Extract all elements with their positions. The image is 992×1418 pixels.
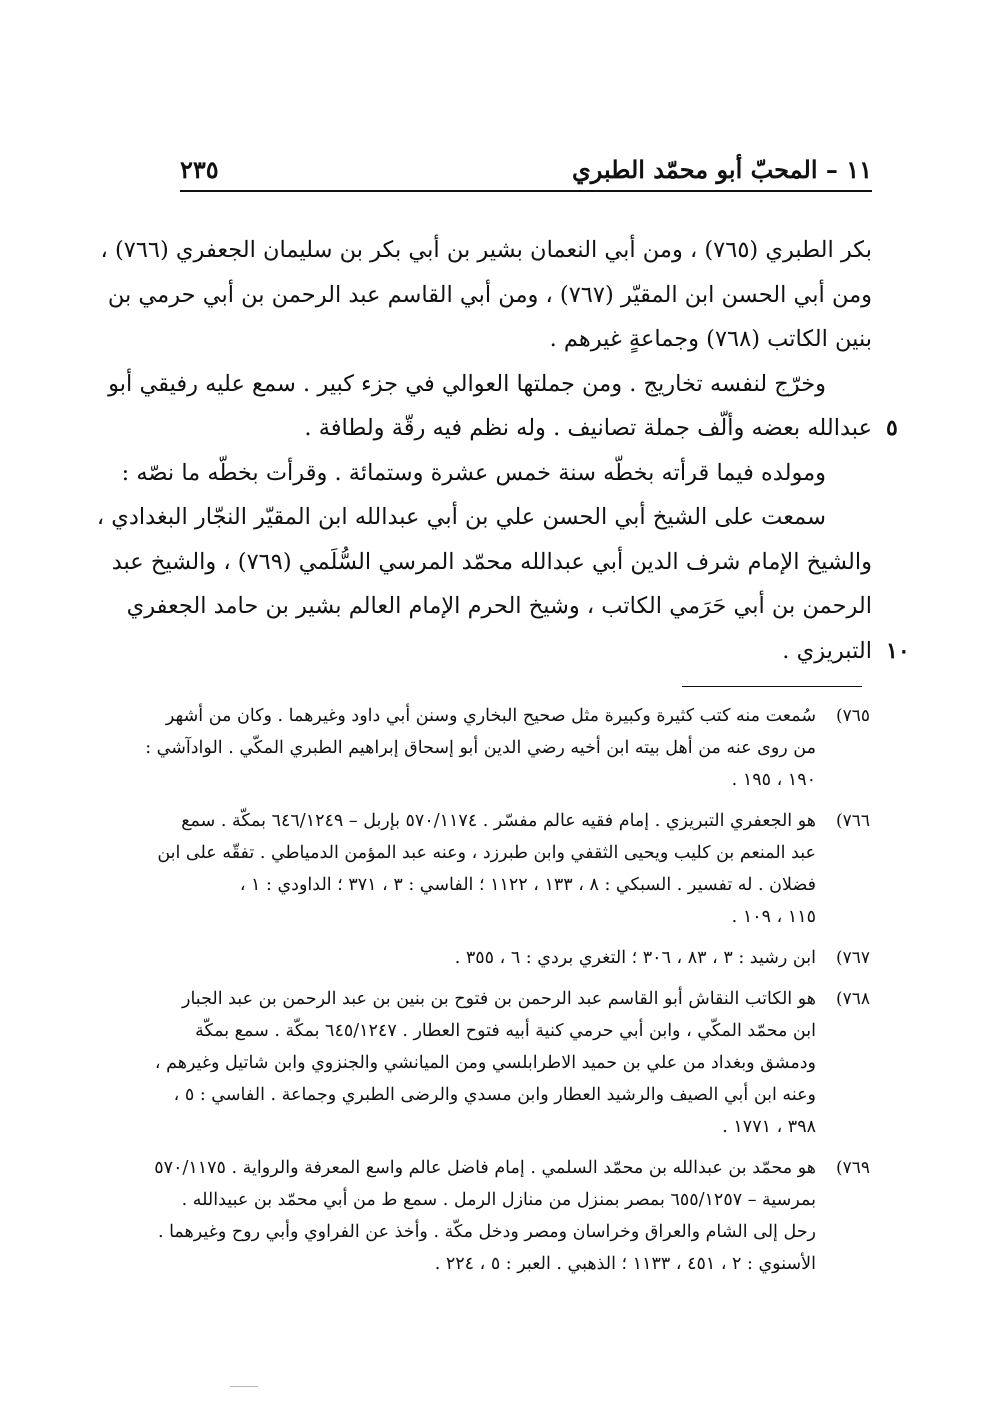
footnote-number: ٧٦٧) bbox=[835, 948, 870, 968]
printer-mark bbox=[230, 1386, 258, 1387]
page-number: ٢٣٥ bbox=[180, 155, 219, 184]
footnote-number: ٧٦٦) bbox=[835, 811, 870, 831]
text-line bbox=[107, 273, 872, 318]
header-rule bbox=[180, 190, 872, 192]
footnote bbox=[154, 983, 870, 1143]
text-line bbox=[96, 495, 872, 540]
line-text: بنين الكاتب (٧٦٨) وجماعةٍ غيرهم . bbox=[549, 326, 872, 352]
footnote-line: هو الجعفري التبريزي . إمام فقيه عالم مفسّر . ٥٧٠/١١٧٤ بإربل – ٦٤٦/١٢٤٩ بمكّة . سمع bbox=[181, 811, 816, 831]
footnotes bbox=[145, 700, 870, 1289]
footnote-line: هو الكاتب النقاش أبو القاسم عبد الرحمن بن فتوح بن بنين بن عبد الرحمن بن عبد الجبار bbox=[182, 989, 816, 1009]
footnote-line: ٣٩٨ ، ١٧٧١ . bbox=[722, 1117, 816, 1137]
footnote-line: من روى عنه من أهل بيته ابن أخيه رضي الدين أبو إسحاق إبراهيم الطبري المكّي . الوادآشي : bbox=[145, 738, 816, 758]
footnote bbox=[190, 942, 870, 974]
footnote-line: بمرسية – ٦٥٥/١٢٥٧ بمصر بمنزل من منازل الرمل . سمع ط من أبي محمّد بن عبيدالله . bbox=[181, 1190, 816, 1210]
text-line bbox=[180, 629, 910, 674]
footnote-line: ودمشق وبغداد من علي بن حميد الاطرابلسي ومن الميانشي والجنزوي وابن شاتيل وغيرهم ، bbox=[154, 1053, 816, 1073]
line-number: ١٠ bbox=[886, 637, 910, 664]
line-text: الرحمن بن أبي حَرَمي الكاتب ، وشيخ الحرم الإمام العالم بشير بن حامد الجعفري bbox=[126, 593, 872, 619]
line-text: سمعت على الشيخ أبي الحسن علي بن أبي عبدالله ابن المقيّر النجّار البغدادي ، bbox=[96, 504, 826, 530]
footnote-number: ٧٦٥) bbox=[835, 706, 870, 726]
footnote bbox=[154, 1152, 870, 1280]
text-line bbox=[180, 406, 898, 451]
text-line bbox=[108, 362, 872, 407]
text-line bbox=[180, 317, 872, 362]
line-text: بكر الطبري (٧٦٥) ، ومن أبي النعمان بشير بن أبي بكر بن سليمان الجعفري (٧٦٦) ، bbox=[100, 237, 872, 263]
footnote-line: هو محمّد بن عبدالله بن محمّد السلمي . إمام فاضل عالم واسع المعرفة والرواية . ٥٧٠/١١٧٥ bbox=[154, 1158, 816, 1178]
text-line bbox=[111, 540, 872, 585]
line-text: والشيخ الإمام شرف الدين أبي عبدالله محمّد المرسي السُّلَمي (٧٦٩) ، والشيخ عبد bbox=[111, 548, 872, 575]
footnote-line: فضلان . له تفسير . السبكي : ٨ ، ١٣٣ ، ١١٢٢ ؛ الفاسي : ٣ ، ٣٧١ ؛ الداودي : ١ ، bbox=[239, 875, 816, 895]
running-title: ١١ – المحبّ أبو محمّد الطبري bbox=[572, 155, 872, 184]
page-header bbox=[180, 155, 872, 185]
footnote-line: الأسنوي : ٢ ، ٤٥١ ، ١١٣٣ ؛ الذهبي . العبر : ٥ ، ٢٢٤ . bbox=[434, 1254, 816, 1274]
footnote-number: ٧٦٩) bbox=[835, 1158, 870, 1178]
footnote bbox=[157, 805, 870, 933]
footnote-line: رحل إلى الشام والعراق وخراسان ومصر ودخل مكّة . وأخذ عن الفراوي وأبي روح وغيرهما . bbox=[157, 1222, 816, 1242]
footnote-line: وعنه ابن أبي الصيف والرشيد العطار وابن مسدي والرضى الطبري وجماعة . الفاسي : ٥ ، bbox=[173, 1085, 816, 1105]
line-number: ٥ bbox=[886, 415, 898, 441]
footnote bbox=[145, 700, 870, 796]
text-line bbox=[100, 228, 872, 273]
line-text: التبريزي . bbox=[782, 637, 872, 664]
footnote-line: ١٩٠ ، ١٩٥ . bbox=[731, 770, 816, 790]
text-line bbox=[126, 584, 872, 629]
footnote-separator bbox=[682, 686, 862, 687]
line-text: وخرّج لنفسه تخاريج . ومن جملتها العوالي في جزء كبير . سمع عليه رفيقي أبو bbox=[108, 370, 826, 397]
footnote-line: ابن رشيد : ٣ ، ٨٣ ، ٣٠٦ ؛ التغري بردي : ٦ ، ٣٥٥ . bbox=[454, 948, 816, 968]
footnote-line: سُمعت منه كتب كثيرة وكبيرة مثل صحيح البخاري وسنن أبي داود وغيرهما . وكان من أشهر bbox=[165, 706, 816, 726]
line-text: ومولده فيما قرأته بخطّه سنة خمس عشرة وستمائة . وقرأت بخطّه ما نصّه : bbox=[121, 459, 826, 486]
footnote-line: عبد المنعم بن كليب ويحيى الثقفي وابن طبرزد ، وعنه عبد المؤمن الدمياطي . تفقّه على ابن bbox=[157, 843, 816, 863]
footnote-line: ١١٥ ، ١٠٩ . bbox=[731, 907, 816, 927]
main-text bbox=[96, 228, 910, 673]
footnote-number: ٧٦٨) bbox=[835, 989, 870, 1009]
text-line bbox=[121, 451, 872, 496]
line-text: ومن أبي الحسن ابن المقيّر (٧٦٧) ، ومن أبي القاسم عبد الرحمن بن أبي حرمي بن bbox=[107, 281, 872, 308]
line-text: عبدالله بعضه وألّف جملة تصانيف . وله نظم فيه رقّة ولطافة . bbox=[304, 415, 872, 441]
footnote-line: ابن محمّد المكّي ، وابن أبي حرمي كنية أبيه فتوح العطار . ٦٤٥/١٢٤٧ بمكّة . سمع بمكّة bbox=[195, 1021, 816, 1041]
